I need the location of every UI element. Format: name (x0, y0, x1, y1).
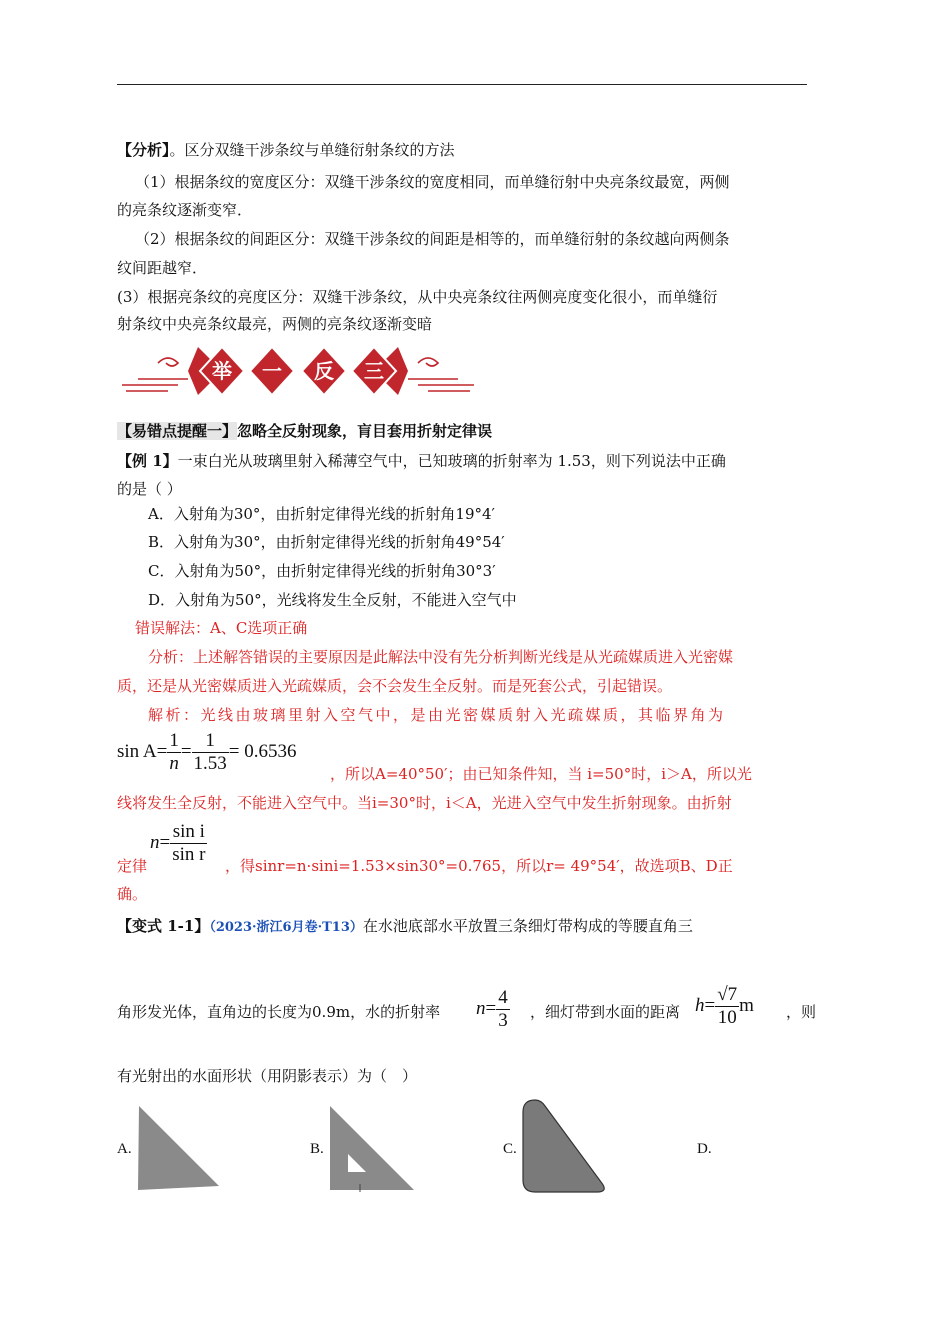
math-snell-frac (170, 821, 207, 866)
choice-b-label: B. (310, 1141, 324, 1157)
math-sinA-lhs: sin A (117, 740, 157, 762)
math-sinA-eq: = (156, 740, 168, 762)
banner-decoration (118, 345, 478, 397)
math-snell-lhs: n (150, 831, 160, 853)
choice-b-shape (328, 1104, 416, 1194)
analysis-p2b: 纹间距越窄． (117, 259, 208, 277)
tip-line (117, 421, 492, 441)
analysis-p3a: (3）根据亮条纹的亮度区分：双缝干涉条纹，从中央亮条纹往两侧亮度变化很小，而单缝衍 (117, 288, 718, 306)
analysis-p1a: （1）根据条纹的宽度区分：双缝干涉条纹的宽度相同，而单缝衍射中央亮条纹最宽，两侧 (135, 173, 730, 191)
analysis-line-intro (117, 140, 455, 160)
variant-line-a (117, 916, 693, 938)
wrong-solution: 错误解法：A、C选项正确 (135, 619, 308, 637)
variant-text-c: 有光射出的水面形状（用阴影表示）为（ ） (117, 1067, 418, 1085)
example-label: 【例 1】 (117, 452, 178, 470)
banner-char-2: 一 (262, 359, 282, 383)
analysis-intro: 。区分双缝干涉条纹与单缝衍射条纹的方法 (169, 141, 455, 159)
variant-source: （2023·浙江6月卷·T13） (209, 920, 363, 935)
math-frac-1-num: 1 (169, 730, 179, 751)
analysis-p3b: 射条纹中央亮条纹最亮，两侧的亮条纹逐渐变暗 (117, 315, 433, 333)
math-sinA-result: = 0.6536 (228, 740, 297, 762)
math-frac-2-den: 1.53 (193, 753, 227, 774)
math-n-num: 4 (498, 987, 508, 1008)
math-frac-1-den: n (169, 753, 179, 774)
example-stem-b: 的是（ ） (117, 480, 182, 498)
math-sinA-eq2: = (180, 740, 192, 762)
math-sinA (117, 730, 297, 775)
math-n: n= $\frac{4}{3}$ (476, 987, 508, 1031)
variant-text-b-mid: ，细灯带到水面的距离 (530, 1003, 681, 1021)
math-snell-eq: = (159, 831, 171, 853)
math-h-frac (715, 984, 739, 1029)
option-b: B．入射角为30°，由折射定律得光线的折射角49°54′ (148, 533, 505, 551)
analysis-p1b: 的亮条纹逐渐变窄． (117, 201, 253, 219)
analysis-red-a: 分析：上述解答错误的主要原因是此解法中没有先分析判断光线是从光疏媒质进入光密媒 (148, 648, 734, 666)
analysis-p2a: （2）根据条纹的间距区分：双缝干涉条纹的间距是相等的，而单缝衍射的条纹越向两侧条 (135, 230, 730, 248)
math-n-frac (496, 987, 510, 1032)
option-d: D．入射角为50°，光线将发生全反射，不能进入空气中 (148, 591, 517, 609)
math-h-lhs: h (695, 994, 705, 1016)
math-snell (150, 821, 207, 866)
math-frac-2 (192, 730, 229, 775)
choice-d-label: D. (697, 1141, 712, 1157)
example-stem-line (117, 451, 726, 471)
math-snell-den: sin r (172, 844, 206, 865)
solution-d: ，得sinr=n·sini=1.53×sin30°=0.765，所以r= 49°54′，故选项B、D正 (225, 857, 733, 875)
tip-text: 忽略全反射现象，肓目套用折射定律误 (237, 422, 493, 440)
math-h: h= $\frac{√7}{10}$ m (695, 984, 754, 1028)
math-h-den: 10 (717, 1007, 737, 1028)
solution-c: 线将发生全反射，不能进入空气中。当i=30°时，i＜A，光进入空气中发生折射现象。由折射 (117, 794, 732, 812)
math-snell-num: sin i (170, 821, 207, 844)
solution-b: ，所以A=40°50′；由已知条件知，当 i=50°时，i＞A，所以光 (330, 765, 752, 783)
choice-a-label: A. (117, 1141, 132, 1157)
choice-c-label: C. (503, 1141, 517, 1157)
variant-label: 【变式 1-1】 (117, 917, 210, 935)
variant-text-b-pre: 角形发光体，直角边的长度为0.9m，水的折射率 (117, 1003, 441, 1021)
math-n-den: 3 (498, 1010, 508, 1031)
choice-a-shape (136, 1104, 222, 1192)
option-a: A．入射角为30°，由折射定律得光线的折射角19°4′ (148, 505, 495, 523)
solution-a: 解析：光线由玻璃里射入空气中，是由光密媒质射入光疏媒质，其临界角为 (148, 706, 726, 724)
tip-label: 【易错点提醒一】 (117, 422, 238, 440)
banner-char-4: 三 (364, 359, 384, 383)
solution-e: 确。 (117, 885, 148, 903)
math-frac-1 (167, 730, 181, 775)
choice-c-shape (521, 1098, 611, 1194)
analysis-label: 【分析】 (117, 141, 170, 159)
banner-char-1: 举 (212, 359, 232, 383)
math-h-num: √7 (717, 984, 738, 1005)
variant-text-a: 在水池底部水平放置三条细灯带构成的等腰直角三 (362, 917, 693, 935)
variant-text-b-post: ，则 (786, 1003, 817, 1021)
solution-d-pre: 定律 (117, 857, 148, 875)
banner-char-3: 反 (314, 359, 334, 383)
math-frac-2-num: 1 (192, 730, 229, 753)
example-stem-a: 一束白光从玻璃里射入稀薄空气中，已知玻璃的折射率为 1.53，则下列说法中正确 (177, 452, 726, 470)
header-rule (117, 84, 807, 85)
math-h-unit: m (739, 994, 754, 1016)
math-n-lhs: n (476, 997, 486, 1019)
option-c: C．入射角为50°，由折射定律得光线的折射角30°3′ (148, 562, 496, 580)
analysis-red-b: 质，还是从光密媒质进入光疏媒质，会不会发生全反射。而是死套公式，引起错误。 (117, 677, 673, 695)
